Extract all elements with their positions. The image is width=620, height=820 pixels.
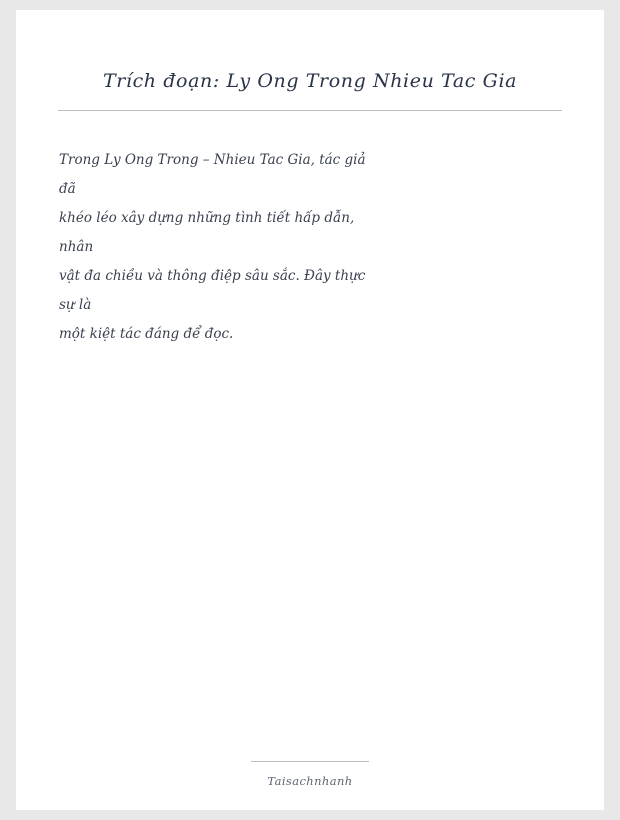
footer-divider: [251, 761, 369, 762]
body-line: đã: [59, 181, 76, 197]
body-line: Trong Ly Ong Trong – Nhieu Tac Gia, tác giả: [59, 152, 366, 168]
document-page: [16, 10, 604, 810]
excerpt-body: [59, 146, 559, 349]
body-line: nhân: [59, 239, 94, 255]
page-title: Trích đoạn: Ly Ong Trong Nhieu Tac Gia: [102, 70, 518, 92]
body-line: vật đa chiều và thông điệp sâu sắc. Đây thực: [59, 268, 366, 284]
page-footer: [16, 761, 604, 788]
body-line: sự là: [59, 297, 92, 313]
body-line: một kiệt tác đáng để đọc.: [59, 326, 234, 342]
title-divider: [58, 110, 562, 111]
footer-attribution: Taisachnhanh: [267, 774, 353, 788]
body-line: khéo léo xây dựng những tình tiết hấp dẫn,: [59, 210, 355, 226]
